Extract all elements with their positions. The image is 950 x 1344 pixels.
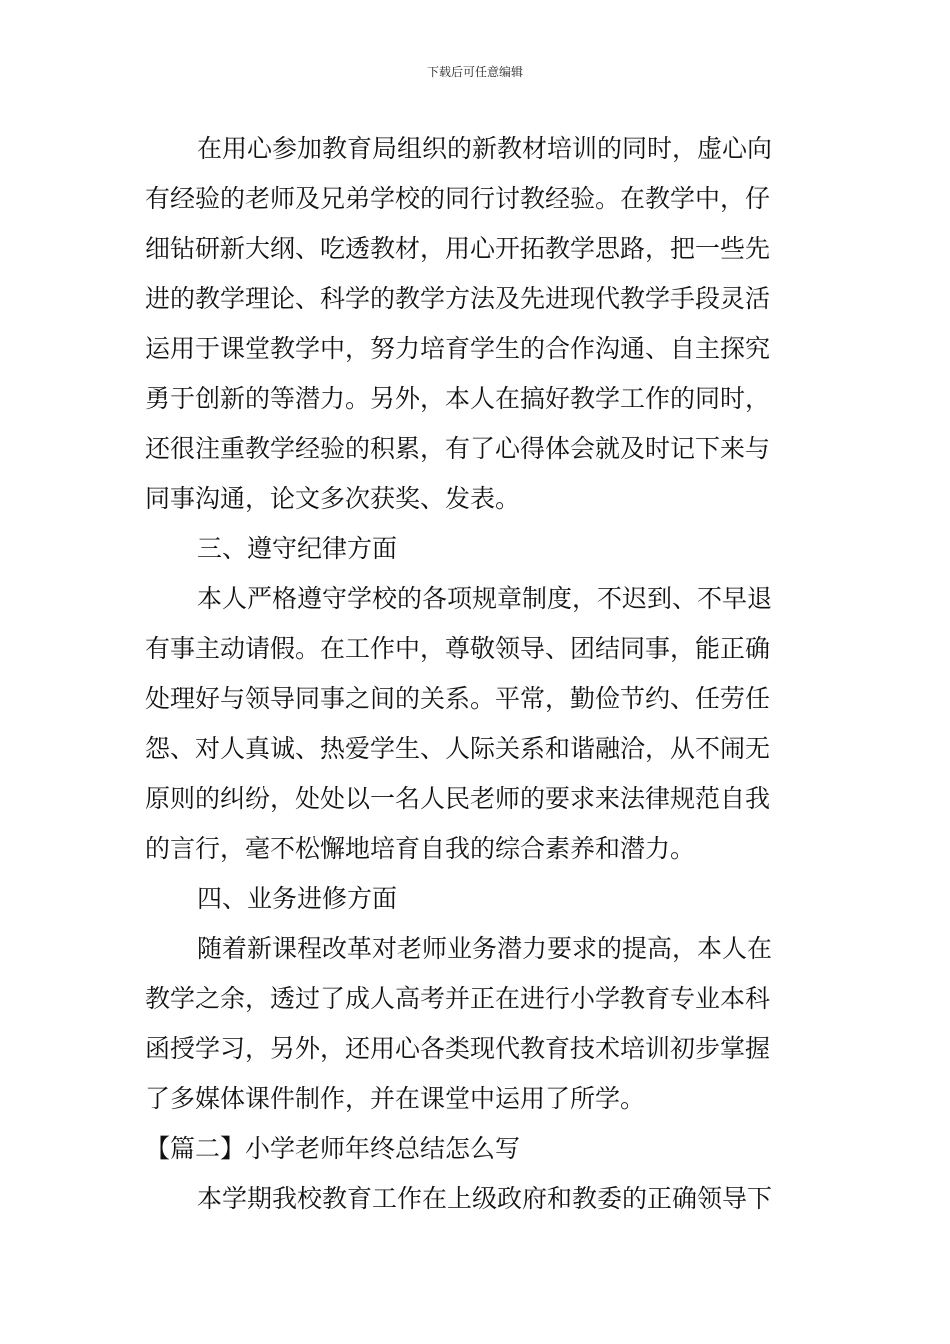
text-line: 进的教学理论、科学的教学方法及先进现代教学手段灵活	[145, 284, 771, 313]
text-line: 勇于创新的等潜力。另外，本人在搞好教学工作的同时，	[145, 384, 771, 413]
text-line: 教学之余，透过了成人高考并正在进行小学教育专业本科	[145, 984, 771, 1013]
text-line: 怨、对人真诚、热爱学生、人际关系和谐融洽，从不闹无	[145, 734, 771, 763]
text-line: 有经验的老师及兄弟学校的同行讨教经验。在教学中，仔	[145, 184, 771, 213]
text-line: 细钻研新大纲、吃透教材，用心开拓教学思路，把一些先	[145, 234, 771, 263]
text-line: 本人严格遵守学校的各项规章制度，不迟到、不早退	[197, 584, 773, 613]
text-line: 还很注重教学经验的积累，有了心得体会就及时记下来与	[145, 434, 771, 463]
text-line: 同事沟通，论文多次获奖、发表。	[145, 484, 521, 513]
section-heading: 三、遵守纪律方面	[197, 534, 398, 563]
text-line: 处理好与领导同事之间的关系。平常，勤俭节约、任劳任	[145, 684, 771, 713]
text-line: 的言行，毫不松懈地培育自我的综合素养和潜力。	[145, 834, 696, 863]
document-body	[145, 124, 810, 1224]
text-line: 函授学习，另外，还用心各类现代教育技术培训初步掌握	[145, 1034, 771, 1063]
section-heading: 四、业务进修方面	[197, 884, 398, 913]
chapter-heading: 【篇二】小学老师年终总结怎么写	[145, 1134, 521, 1163]
text-line: 有事主动请假。在工作中，尊敬领导、团结同事，能正确	[145, 634, 771, 663]
text-line: 在用心参加教育局组织的新教材培训的同时，虚心向	[197, 134, 773, 163]
text-line: 随着新课程改革对老师业务潜力要求的提高，本人在	[197, 934, 773, 963]
text-line: 本学期我校教育工作在上级政府和教委的正确领导下	[197, 1184, 773, 1213]
text-line: 运用于课堂教学中，努力培育学生的合作沟通、自主探究	[145, 334, 771, 363]
text-line: 了多媒体课件制作，并在课堂中运用了所学。	[145, 1084, 646, 1113]
page-header: 下载后可任意编辑	[426, 65, 523, 79]
text-line: 原则的纠纷，处处以一名人民老师的要求来法律规范自我	[145, 784, 771, 813]
